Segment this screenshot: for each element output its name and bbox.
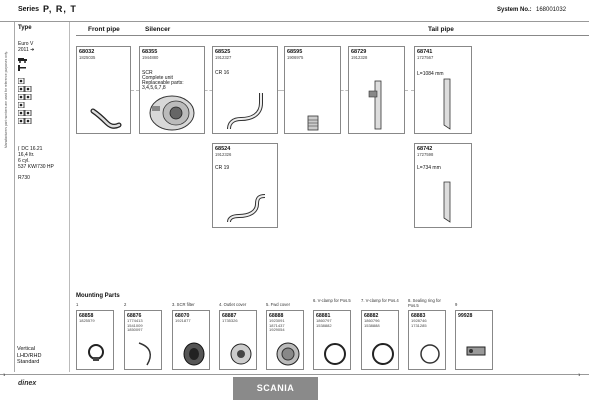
clip-image: [464, 341, 490, 361]
outlet-cover-image: [228, 341, 254, 367]
part-cell-silencer[interactable]: [139, 46, 205, 134]
engine-power: 537 KW/730 HP: [18, 164, 54, 170]
mount-code: 99928: [458, 313, 473, 319]
mount-num: 8: [408, 298, 411, 303]
mount-name: V-clamp for Pos.5: [317, 298, 351, 303]
arrow-right-icon: ➜: [30, 47, 35, 53]
mount-refs: 1860796 1538888: [364, 318, 380, 328]
part-desc-line: L=1084 mm: [417, 71, 444, 77]
engine-cylinders: 6 cyl.: [18, 158, 30, 164]
part-ref: 1912326: [215, 152, 232, 157]
connector-line: [278, 90, 284, 91]
page-number-left: 1: [3, 372, 6, 377]
part-desc-line: CR 19: [215, 165, 230, 171]
part-cell-front-pipe[interactable]: [76, 46, 131, 134]
v-clamp-image: [322, 341, 348, 367]
mount-num: 2: [124, 302, 127, 307]
reference-disclaimer: Manufacturers part numbers are used for reference purposes only.: [4, 51, 8, 148]
column-silencer: Silencer: [145, 26, 171, 33]
mount-refs: 1774413 1541009 1850097: [127, 318, 143, 333]
system-number-value: 168001032: [536, 7, 567, 13]
part-code: 68032: [79, 49, 95, 55]
part-cell-pipe-cr16[interactable]: [212, 46, 278, 134]
part-ref: 1912328: [351, 55, 368, 60]
mount-num: 9: [455, 302, 458, 307]
axle-config-icon-1: [18, 78, 32, 86]
part-ref: 1727598: [417, 152, 434, 157]
axle-icon: [18, 65, 28, 73]
part-code: 68355: [142, 49, 158, 55]
mount-refs: 1825579: [79, 318, 95, 323]
mounting-parts-title: Mounting Parts: [76, 293, 120, 299]
mount-num: 5: [266, 302, 269, 307]
engine-icon: ⌈: [18, 146, 20, 152]
mount-code: 68888: [269, 313, 284, 319]
flexible-joint-image: [307, 115, 319, 131]
mount-refs: 1923091 1871437 1929054: [269, 318, 285, 333]
part-desc-line: 3,4,5,6,7,8: [142, 85, 166, 91]
part-code: 68524: [215, 146, 231, 152]
mount-code: 68858: [79, 313, 94, 319]
v-clamp-image: [370, 341, 396, 367]
part-cell-pipe-cr19[interactable]: [212, 143, 278, 228]
scr-filter-image: [181, 341, 207, 367]
connector-line: [205, 90, 212, 91]
part-ref: 1912327: [215, 55, 232, 60]
series-label: Series: [18, 6, 40, 13]
mount-cell-sealing-ring[interactable]: [408, 310, 446, 370]
mount-name: V-clamp for Pos.4: [365, 298, 399, 303]
mount-num: 7: [361, 298, 364, 303]
clamp-image: [85, 341, 107, 363]
mount-refs: 1928746 1731285: [411, 318, 427, 328]
mount-code: 68070: [175, 313, 190, 319]
tail-pipe-image: [439, 180, 455, 226]
column-header-row: [76, 24, 589, 36]
part-desc-line: SCR: [142, 70, 153, 76]
part-desc-line: Replaceable parts:: [142, 80, 184, 86]
mount-num: 3: [172, 302, 175, 307]
mount-num: 6: [313, 298, 316, 303]
part-desc-line: L=734 mm: [417, 165, 441, 171]
brand-name: SCANIA: [256, 383, 295, 393]
mount-cell-misc[interactable]: [455, 310, 493, 370]
mount-cell-clamp[interactable]: [76, 310, 114, 370]
part-ref: 1906975: [287, 55, 304, 60]
mount-cell-outlet-cover[interactable]: [219, 310, 257, 370]
axle-config-icon-4: [18, 102, 32, 110]
part-code: 68729: [351, 49, 367, 55]
part-desc-line: CR 16: [215, 70, 230, 76]
part-code: 68742: [417, 146, 433, 152]
mount-refs: 1735326: [222, 318, 238, 323]
part-desc-line: Complete unit: [142, 75, 173, 81]
truck-icon: [18, 57, 28, 65]
part-cell-bracket[interactable]: [284, 46, 341, 134]
mount-num: 1: [76, 302, 79, 307]
model-year: 2011 ➜: [18, 47, 35, 53]
axle-config-icon-3: [18, 94, 32, 102]
mount-num: 4: [219, 302, 222, 307]
dinex-logo: dinex: [18, 380, 37, 387]
series-value: P, R, T: [43, 4, 77, 14]
system-number-label: System No.:: [497, 7, 532, 13]
fwd-cover-image: [275, 341, 301, 367]
mount-code: 68876: [127, 313, 142, 319]
engine-designation: ⌈ DC 16.21: [18, 146, 43, 152]
mount-cell-fwd-cover[interactable]: [266, 310, 304, 370]
part-code: 68595: [287, 49, 303, 55]
mount-code: 68887: [222, 313, 237, 319]
axle-config-icon-6: [18, 118, 32, 126]
sealing-ring-image: [417, 341, 443, 367]
tail-pipe-image: [439, 77, 455, 133]
front-pipe-image: [89, 105, 123, 131]
connector-line: [405, 90, 414, 91]
mount-code: 68882: [364, 313, 379, 319]
vehicle-model: R730: [18, 175, 30, 181]
engine-displacement: 16,4 ltr.: [18, 152, 35, 158]
mount-refs: 1860797 1538882: [316, 318, 332, 328]
mount-code: 68883: [411, 313, 426, 319]
type-label: Type: [18, 25, 32, 31]
part-cell-tail-pipe-short[interactable]: [414, 143, 472, 228]
straight-pipe-image: [367, 75, 391, 133]
bent-pipe-image: [223, 89, 269, 133]
mount-name: Outlet cover: [223, 302, 247, 307]
strap-image: [133, 341, 155, 367]
part-code: 68525: [215, 49, 231, 55]
part-ref: 1825035: [79, 55, 96, 60]
connector-line: [131, 90, 139, 91]
mount-refs: 1921877: [175, 318, 191, 323]
part-ref: 1727567: [417, 55, 434, 60]
mount-cell-v-clamp-5[interactable]: [313, 310, 351, 370]
mount-name: Sealing ring for Pos.5: [408, 298, 441, 308]
mount-name: SCR filter: [176, 302, 195, 307]
vehicle-spec-panel: [15, 22, 70, 372]
mount-code: 68881: [316, 313, 331, 319]
part-ref: 1944880: [142, 55, 159, 60]
column-front-pipe: Front pipe: [88, 26, 120, 33]
mount-cell-scr-filter[interactable]: [172, 310, 210, 370]
column-tail-pipe: Tail pipe: [428, 26, 454, 33]
silencer-image: [146, 91, 198, 133]
mount-cell-strap[interactable]: [124, 310, 162, 370]
installation-notes: Vertical LHD/RHD Standard: [17, 346, 42, 365]
part-code: 68741: [417, 49, 433, 55]
part-cell-straight-pipe[interactable]: [348, 46, 405, 134]
axle-config-icon-5: [18, 110, 32, 118]
footer-divider: [0, 374, 589, 375]
mount-name: Fwd cover: [270, 302, 290, 307]
part-cell-tail-pipe-long[interactable]: [414, 46, 472, 134]
euro-norm: Euro V: [18, 41, 34, 47]
bent-pipe-image: [223, 190, 269, 226]
mount-cell-v-clamp-4[interactable]: [361, 310, 399, 370]
page-number-right: 1: [578, 372, 581, 377]
connector-line: [341, 90, 348, 91]
axle-config-icon-2: [18, 86, 32, 94]
